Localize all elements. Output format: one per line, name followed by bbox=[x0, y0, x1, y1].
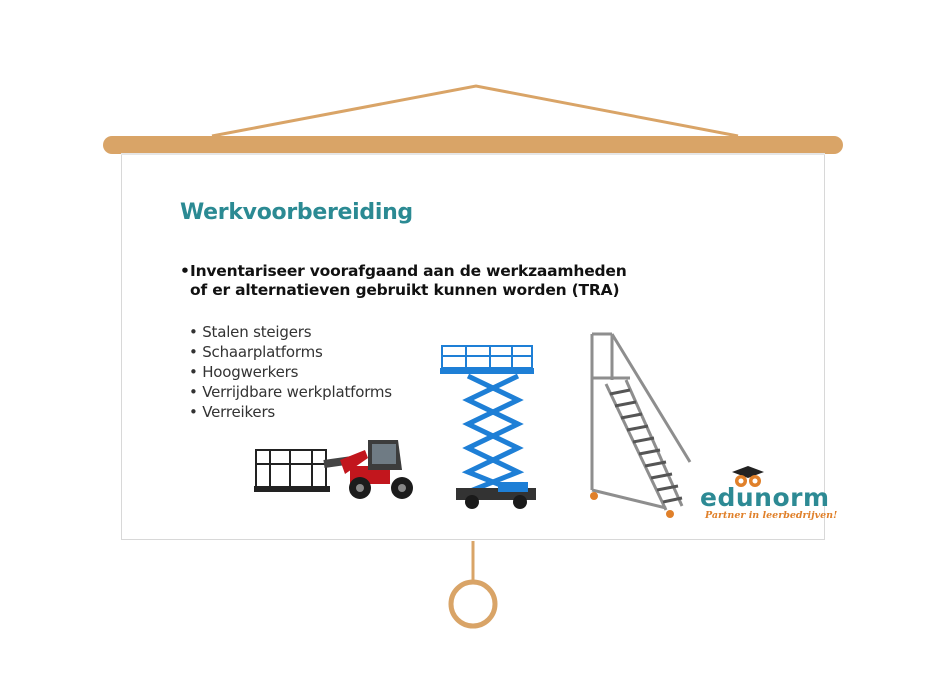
slide-title: Werkvoorbereiding bbox=[180, 200, 413, 225]
scissor-lift-image bbox=[438, 342, 538, 512]
main-bullet-text: Inventariseer voorafgaand aan de werkzaamheden of er alternatieven gebruikt kunnen worden (TRA) bbox=[190, 262, 627, 299]
main-bullet bbox=[180, 262, 640, 300]
list-item: • Verreikers bbox=[189, 402, 392, 422]
list-item: • Schaarplatforms bbox=[189, 342, 392, 362]
rolling-stair-platform-image bbox=[582, 330, 697, 520]
telehandler-image bbox=[250, 430, 420, 502]
list-item: • Stalen steigers bbox=[189, 322, 392, 342]
edunorm-logo: edunorm bbox=[700, 483, 830, 512]
sub-bullet-list bbox=[189, 322, 392, 422]
pull-ring bbox=[451, 582, 495, 626]
logo-tagline: Partner in leerbedrijven! bbox=[705, 510, 838, 521]
hanging-cord bbox=[212, 86, 738, 136]
list-item: • Hoogwerkers bbox=[189, 362, 392, 382]
list-item: • Verrijdbare werkplatforms bbox=[189, 382, 392, 402]
bullet-dot: • bbox=[180, 262, 190, 280]
